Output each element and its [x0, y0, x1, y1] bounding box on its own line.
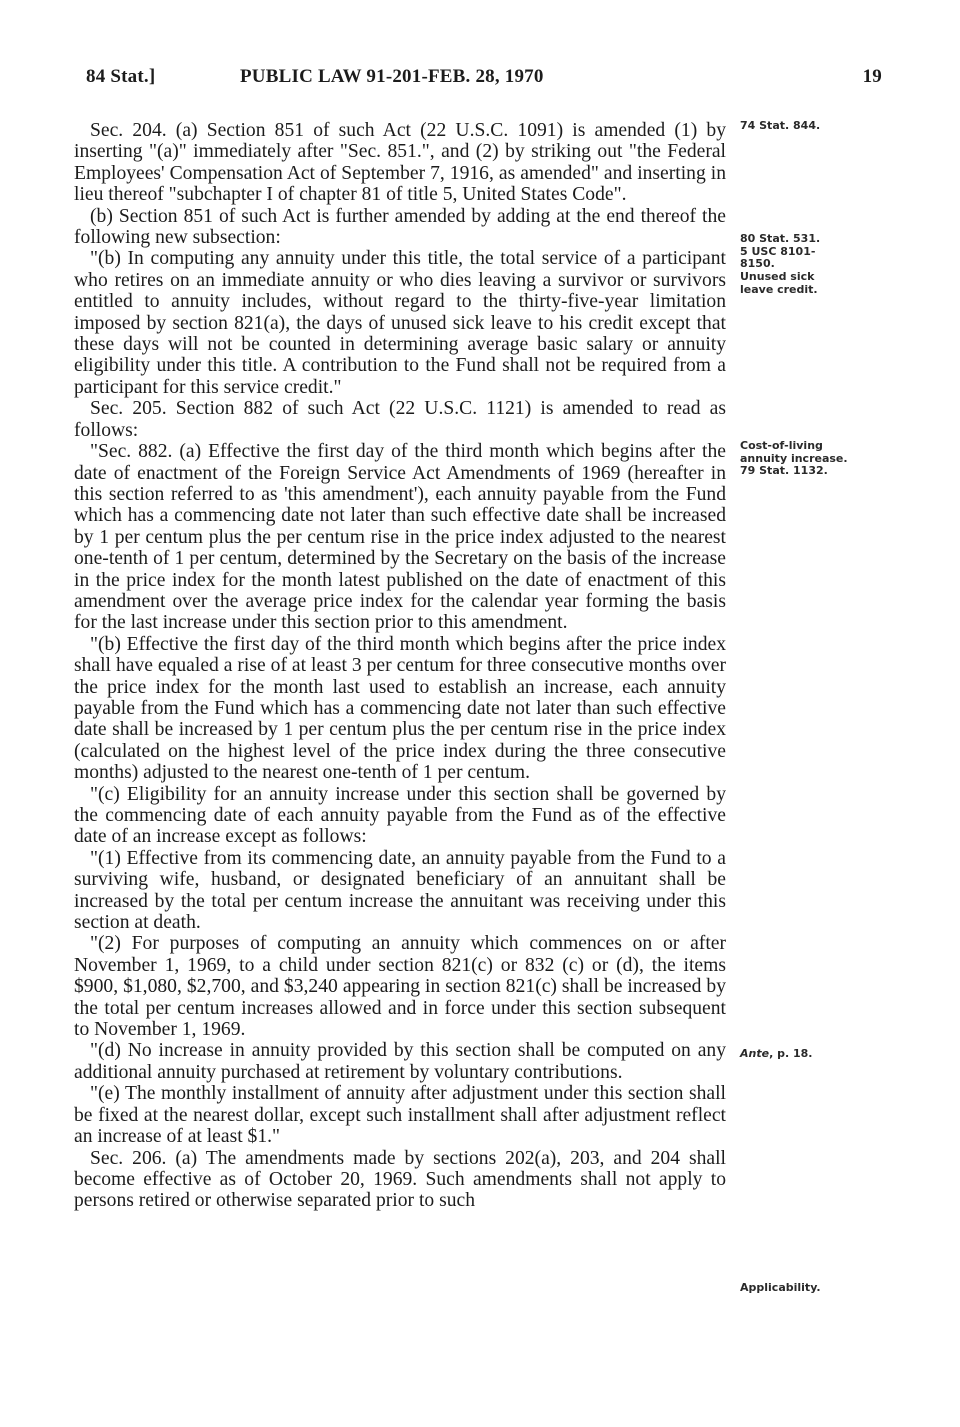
margin-note-applicability: Applicability.: [740, 1281, 821, 1294]
paragraph-sec-882c1: "(1) Effective from its commencing date, an annuity payable from the Fund to a surviving wife, husband, or designated beneficiary of an annuitant shall be increased by the total per centum increase the annuitant was receiving under this section at death.: [74, 847, 726, 934]
paragraph-sec-882c: "(c) Eligibility for an annuity increase under this section shall be governed by the commencing date of each annuity payable from the Fund as of the effective date of an increase except as follows:: [74, 783, 726, 848]
paragraph-sec-204b: (b) Section 851 of such Act is further amended by adding at the end thereof the following new subsection:: [74, 205, 726, 249]
paragraph-sec-882d: "(d) No increase in annuity provided by this section shall be computed on any additional annuity purchased at retirement by voluntary contributions.: [74, 1040, 726, 1083]
paragraph-sec-882c2: "(2) For purposes of computing an annuity which commences on or after November 1, 1969, to a child under section 821(c) or 832 (c) or (d), the items $900, $1,080, $2,700, and $3,240 appearing in section 821(c) shall be increased by the total per centum increases allowed and in force under this section subsequent to November 1, 1969.: [74, 933, 726, 1041]
margin-note-80-stat: 80 Stat. 531. 5 USC 8101- 8150.: [740, 232, 821, 270]
paragraph-sec-206: Sec. 206. (a) The amendments made by sections 202(a), 203, and 204 shall become effective as of October 20, 1969. Such amendments shall not apply to persons retired or otherwise separated prior to such: [74, 1147, 726, 1212]
paragraph-sec-882b: "(b) Effective the first day of the third month which begins after the price index shall have equaled a rise of at least 3 per centum for three consecutive months over the price index for the month last used to establish an increase, each annuity payable from the Fund which has a commencing date not later than such effective date shall be increased by 1 per centum plus the per centum rise in the price index (calculated on the highest level of the price index during the three consecutive months) adjusted to the nearest one-tenth of 1 per centum.: [74, 633, 726, 784]
paragraph-sec-205: Sec. 205. Section 882 of such Act (22 U.S.C. 1121) is amended to read as follows:: [74, 398, 726, 441]
paragraph-sec-882a: "Sec. 882. (a) Effective the first day of the third month which begins after the date of enactment of the Foreign Service Act Amendments of 1969 (hereafter in this section referred to as 'this amendment'), each annuity payable from the Fund which has a commencing date not later than such effective date shall be increased by 1 per centum plus the per centum rise in the price index adjusted to the nearest one-tenth of 1 per centum, determined by the Secretary on the basis of the increase in the price index for the month latest published on the date of enactment of this amendment over the average price index for the calendar year forming the basis for the last increase under this section prior to this amendment.: [74, 441, 726, 634]
running-title: PUBLIC LAW 91-201-FEB. 28, 1970: [240, 66, 544, 87]
margin-note-74-stat: 74 Stat. 844.: [740, 119, 821, 132]
main-text: [74, 120, 726, 1212]
margin-note-ante: Ante, p. 18.: [740, 1047, 813, 1060]
statute-volume: 84 Stat.]: [86, 66, 156, 87]
paragraph-sec-882e: "(e) The monthly installment of annuity after adjustment under this section shall be fixed at the nearest dollar, except such installment shall after adjustment reflect an increase of at least $1.": [74, 1083, 726, 1148]
paragraph-sec-204a: Sec. 204. (a) Section 851 of such Act (22 U.S.C. 1091) is amended (1) by inserting "(a)" immediately after "Sec. 851.", and (2) by striking out "the Federal Employees' Compensation Act of September 7, 1916, as amended" and inserting in lieu thereof "subchapter I of chapter 81 of title 5, United States Code".: [74, 120, 726, 206]
page-number: 19: [862, 66, 882, 87]
paragraph-subsection-b: "(b) In computing any annuity under this title, the total service of a participant who retires on an immediate annuity or who dies leaving a survivor or survivors entitled to annuity includes, without regard to the thirty-five-year limitation imposed by section 821(a), the days of unused sick leave to his credit except that these days will not be counted in determining average basic salary or annuity eligibility under this title. A contribution to the Fund shall not be required from a participant for this service credit.": [74, 248, 726, 398]
page-header: [86, 62, 882, 92]
margin-note-unused-sick-leave: Unused sick leave credit.: [740, 270, 818, 296]
margin-note-cost-of-living: Cost-of-living annuity increase. 79 Stat. 1132.: [740, 439, 848, 477]
